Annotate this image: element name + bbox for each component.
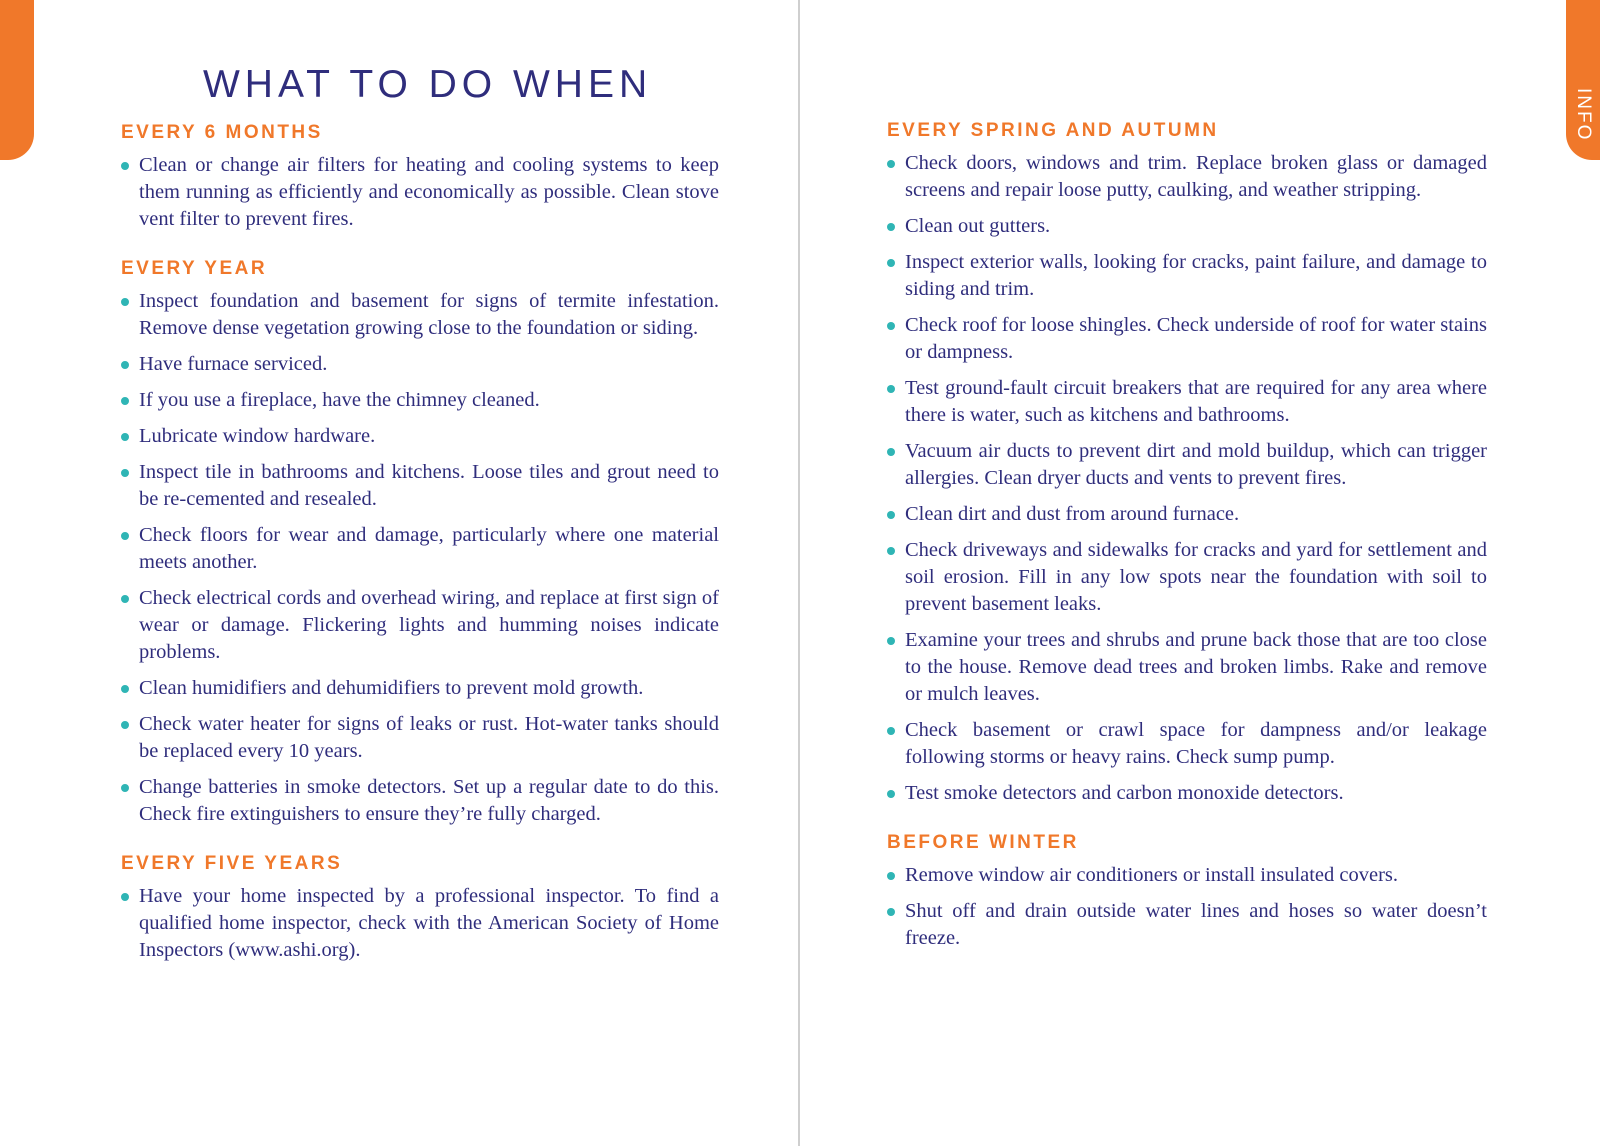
item-list: [121, 883, 719, 964]
item-text: Shut off and drain outside water lines and hoses so water doesn’t freeze.: [905, 900, 1487, 949]
bullet-icon: [121, 893, 129, 901]
page-title: WHAT TO DO WHEN: [203, 63, 653, 106]
bullet-icon: [887, 872, 895, 880]
list-item: [887, 627, 1487, 708]
item-text: Change batteries in smoke detectors. Set up a regular date to do this. Check fire extinguishers to ensure they’re fully charged.: [139, 776, 719, 825]
list-item: [121, 774, 719, 828]
item-text: Inspect tile in bathrooms and kitchens. Loose tiles and grout need to be re-cemented and resealed.: [139, 461, 719, 510]
bullet-icon: [887, 547, 895, 555]
list-item: [887, 780, 1487, 807]
bullet-icon: [887, 259, 895, 267]
bullet-icon: [121, 685, 129, 693]
list-item: [121, 522, 719, 576]
list-item: [121, 387, 719, 414]
list-item: [121, 675, 719, 702]
item-text: Inspect exterior walls, looking for cracks, paint failure, and damage to siding and trim.: [905, 251, 1487, 300]
list-item: [121, 288, 719, 342]
list-item: [887, 375, 1487, 429]
section-every-five-years: [121, 849, 719, 964]
list-item: [887, 862, 1487, 889]
list-item: [887, 537, 1487, 618]
item-text: Test ground-fault circuit breakers that are required for any area where there is water, such as kitchens and bathrooms.: [905, 377, 1487, 426]
item-text: Vacuum air ducts to prevent dirt and mold buildup, which can trigger allergies. Clean dryer ducts and vents to prevent fires.: [905, 440, 1487, 489]
bullet-icon: [121, 595, 129, 603]
item-text: Clean out gutters.: [905, 215, 1051, 237]
list-item: [887, 213, 1487, 240]
item-text: Remove window air conditioners or install insulated covers.: [905, 864, 1399, 886]
item-text: Have furnace serviced.: [139, 353, 328, 375]
list-item: [887, 501, 1487, 528]
item-list: [121, 288, 719, 828]
item-text: Check water heater for signs of leaks or rust. Hot-water tanks should be replaced every 10 years.: [139, 713, 719, 762]
bullet-icon: [121, 532, 129, 540]
item-text: Check doors, windows and trim. Replace broken glass or damaged screens and repair loose putty, caulking, and weather stripping.: [905, 152, 1487, 201]
right-page: [887, 0, 1487, 961]
list-item: [121, 152, 719, 233]
item-list: [887, 150, 1487, 807]
bullet-icon: [121, 721, 129, 729]
list-item: [887, 150, 1487, 204]
item-text: Check roof for loose shingles. Check underside of roof for water stains or dampness.: [905, 314, 1487, 363]
section-heading: EVERY SPRING AND AUTUMN: [887, 120, 1219, 141]
left-edge-tab: [0, 0, 34, 160]
section-every-spring-and-autumn: [887, 116, 1487, 807]
item-text: Lubricate window hardware.: [139, 425, 376, 447]
item-text: Clean dirt and dust from around furnace.: [905, 503, 1240, 525]
bullet-icon: [887, 908, 895, 916]
bullet-icon: [887, 790, 895, 798]
list-item: [887, 717, 1487, 771]
section-heading: EVERY 6 MONTHS: [121, 122, 323, 143]
bullet-icon: [121, 784, 129, 792]
bullet-icon: [887, 448, 895, 456]
section-before-winter: [887, 828, 1487, 952]
list-item: [121, 459, 719, 513]
section-heading: EVERY YEAR: [121, 258, 268, 279]
page-spine-divider: [798, 0, 800, 1146]
bullet-icon: [121, 298, 129, 306]
bullet-icon: [121, 469, 129, 477]
bullet-icon: [121, 162, 129, 170]
item-text: Check floors for wear and damage, particularly where one material meets another.: [139, 524, 719, 573]
section-heading: BEFORE WINTER: [887, 832, 1079, 853]
bullet-icon: [121, 397, 129, 405]
item-text: Check basement or crawl space for dampness and/or leakage following storms or heavy rains. Check sump pump.: [905, 719, 1487, 768]
list-item: [121, 351, 719, 378]
info-tab-label: INFO: [1573, 88, 1594, 142]
list-item: [887, 249, 1487, 303]
bullet-icon: [887, 322, 895, 330]
list-item: [121, 883, 719, 964]
item-text: Test smoke detectors and carbon monoxide detectors.: [905, 782, 1344, 804]
list-item: [887, 312, 1487, 366]
item-text: Clean humidifiers and dehumidifiers to prevent mold growth.: [139, 677, 644, 699]
bullet-icon: [887, 385, 895, 393]
list-item: [887, 898, 1487, 952]
list-item: [121, 711, 719, 765]
item-text: Examine your trees and shrubs and prune back those that are too close to the house. Remove dead trees and broken limbs. Rake and remove or mulch leaves.: [905, 629, 1487, 705]
item-text: Clean or change air filters for heating and cooling systems to keep them running as efficiently and economically as possible. Clean stove vent filter to prevent fires.: [139, 154, 719, 230]
bullet-icon: [887, 511, 895, 519]
bullet-icon: [887, 637, 895, 645]
section-heading: EVERY FIVE YEARS: [121, 853, 343, 874]
bullet-icon: [121, 361, 129, 369]
bullet-icon: [121, 433, 129, 441]
item-list: [887, 862, 1487, 952]
bullet-icon: [887, 160, 895, 168]
list-item: [887, 438, 1487, 492]
list-item: [121, 585, 719, 666]
item-text: Have your home inspected by a professional inspector. To find a qualified home inspector, check with the American Society of Home Inspectors (www.ashi.org).: [139, 885, 719, 961]
section-every-year: [121, 254, 719, 828]
item-text: Inspect foundation and basement for signs of termite infestation. Remove dense vegetation growing close to the foundation or siding.: [139, 290, 719, 339]
item-text: If you use a fireplace, have the chimney cleaned.: [139, 389, 540, 411]
item-text: Check driveways and sidewalks for cracks and yard for settlement and soil erosion. Fill in any low spots near the foundation with soil to prevent basement leaks.: [905, 539, 1487, 615]
item-text: Check electrical cords and overhead wiring, and replace at first sign of wear or damage. Flickering lights and humming noises indicate problems.: [139, 587, 719, 663]
list-item: [121, 423, 719, 450]
info-side-tab: [1566, 0, 1600, 160]
bullet-icon: [887, 223, 895, 231]
left-page: [121, 0, 719, 973]
section-every-6-months: [121, 118, 719, 233]
item-list: [121, 152, 719, 233]
bullet-icon: [887, 727, 895, 735]
